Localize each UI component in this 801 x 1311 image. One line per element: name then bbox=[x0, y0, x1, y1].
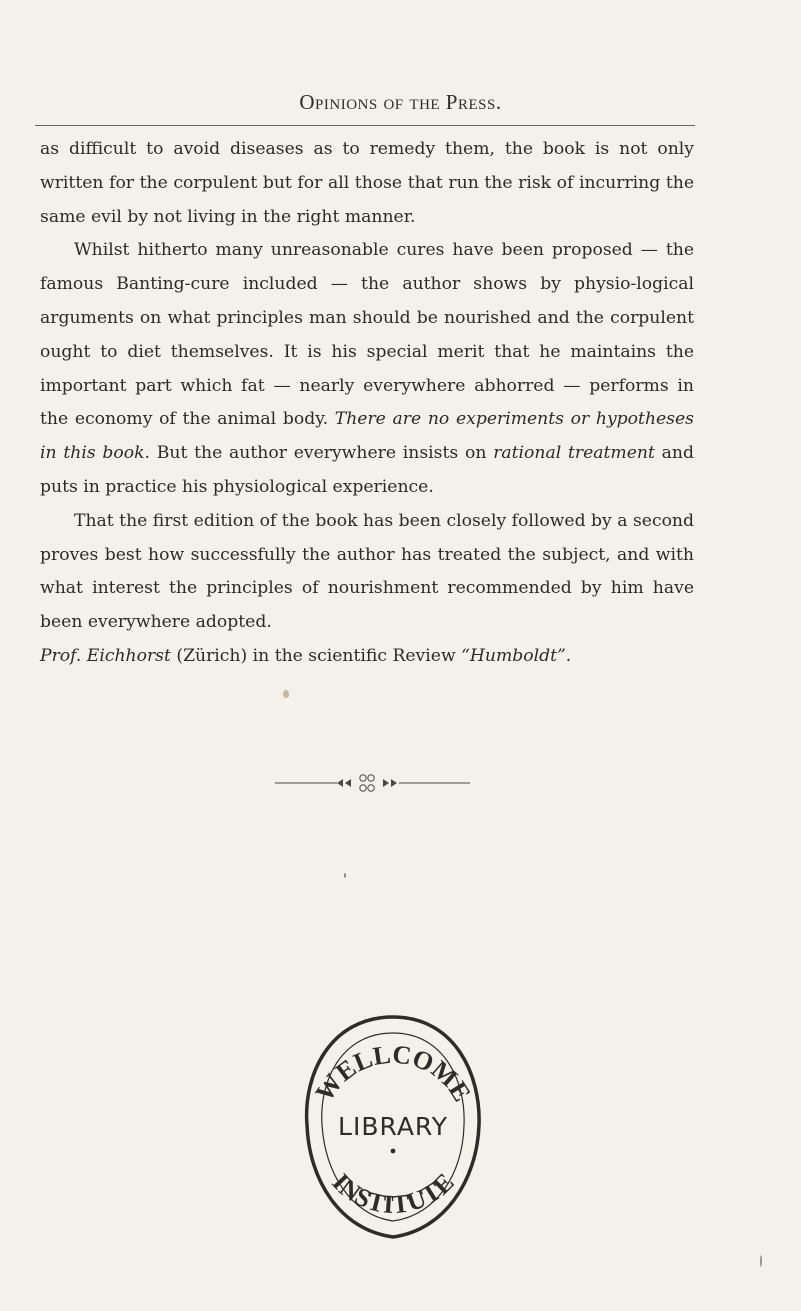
paper-speck bbox=[344, 873, 346, 878]
attribution-author: Prof. Eichhorst bbox=[40, 645, 171, 666]
library-stamp bbox=[285, 1005, 501, 1245]
paragraph-1 bbox=[40, 133, 694, 234]
paragraph-2-text-c: and puts in practice his physiological experience. bbox=[40, 443, 694, 497]
header-rule bbox=[35, 125, 695, 126]
paragraph-2-italic-a: There are no experiments or hypotheses in this book. bbox=[40, 409, 694, 464]
svg-text:WELLCOME bbox=[310, 1040, 477, 1107]
paragraph-1-text: as difficult to avoid diseases as to remedy them, the book is not only written for the corpulent but for all those that run the risk of incurring the same evil by not living in the right manner. bbox=[40, 139, 694, 227]
attribution-journal: “Humboldt”. bbox=[461, 645, 572, 666]
running-head: Opinions of the Press. bbox=[299, 90, 502, 114]
stamp-middle-text: LIBRARY bbox=[338, 1112, 448, 1141]
paragraph-3-text: That the first edition of the book has been closely followed by a second proves best how successfully the author has treated the subject, and with what interest the principles of nourishment recommended by him have been everywhere adopted. bbox=[40, 510, 694, 633]
paragraph-2-text-a: Whilst hitherto many unreasonable cures have been proposed — the famous Banting-cure included — the author shows by physio-logical arguments on what principles man should be nourished and the corpulent ought to diet themselves. It is his special merit that he maintains the important part which fat — nearly everywhere abhorred — performs in the economy of the animal body. bbox=[40, 240, 694, 430]
paragraph-2-text-b: But the author everywhere insists on bbox=[149, 443, 494, 464]
paragraph-2 bbox=[40, 234, 694, 504]
svg-text:INSTITUTE bbox=[326, 1167, 459, 1219]
paper-speck bbox=[283, 690, 289, 698]
stamp-bottom-text: INSTITUTE bbox=[326, 1167, 460, 1220]
attribution bbox=[40, 640, 694, 674]
paragraph-2-italic-b: rational treatment bbox=[493, 443, 655, 464]
paragraph-3 bbox=[40, 505, 694, 640]
section-ornament bbox=[275, 768, 470, 798]
stamp-top-text: WELLCOME bbox=[309, 1039, 477, 1107]
body-text bbox=[40, 133, 694, 674]
paper-speck bbox=[760, 1255, 762, 1267]
attribution-source: (Zürich) in the scientific Review bbox=[170, 645, 462, 666]
